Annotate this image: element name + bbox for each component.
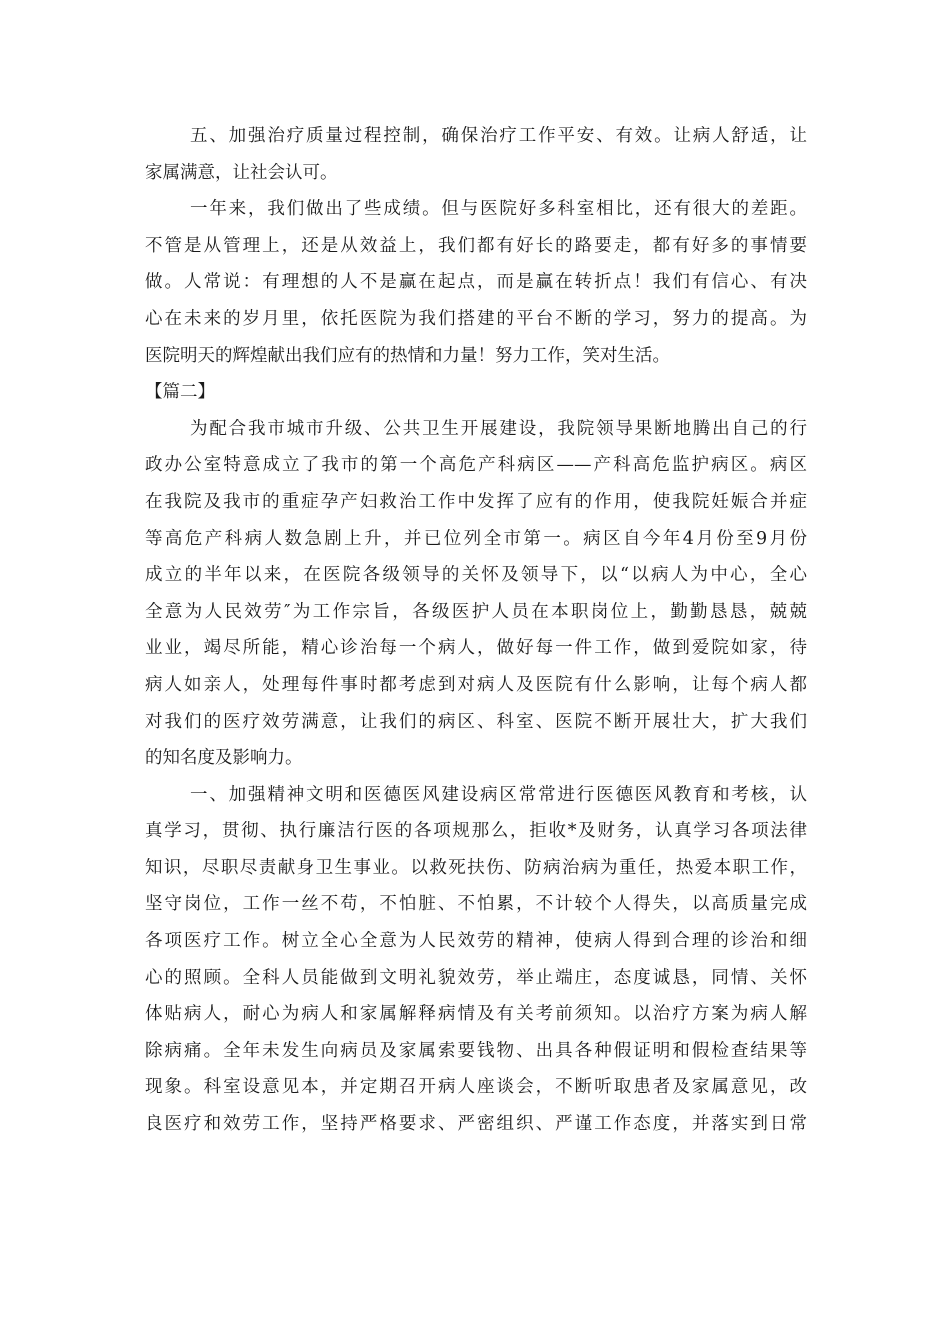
text-line-27: 现象。科室设意见本，并定期召开病人座谈会，不断听取患者及家属意见，改 xyxy=(145,1077,807,1098)
text-line-11: 在我院及我市的重症孕产妇救治工作中发挥了应有的作用，使我院妊娠合并症 xyxy=(145,491,807,512)
text-line-9: 为配合我市城市升级、公共卫生开展建设，我院领导果断地腾出自己的行 xyxy=(190,418,807,439)
text-line-1: 五、加强治疗质量过程控制，确保治疗工作平安、有效。让病人舒适，让 xyxy=(190,126,807,146)
text-line-25: 体贴病人，耐心为病人和家属解释病情及有关考前须知。以治疗方案为病人解 xyxy=(145,1004,807,1025)
document-body xyxy=(145,118,807,1143)
text-line-5: 做。人常说：有理想的人不是赢在起点，而是赢在转折点！我们有信心、有决 xyxy=(145,272,807,293)
section-heading: 【篇二】 xyxy=(145,382,215,403)
text-line-14: 全意为人民效劳″为工作宗旨，各级医护人员在本职岗位上，勤勤恳恳，兢兢 xyxy=(145,601,807,622)
text-line-23: 各项医疗工作。树立全心全意为人民效劳的精神，使病人得到合理的诊治和细 xyxy=(145,931,807,952)
text-line-18: 的知名度及影响力。 xyxy=(145,748,303,769)
text-line-3: 一年来，我们做出了些成绩。但与医院好多科室相比，还有很大的差距。 xyxy=(190,199,807,220)
text-line-10: 政办公室特意成立了我市的第一个高危产科病区——产科高危监护病区。病区 xyxy=(145,455,807,476)
text-line-6: 心在未来的岁月里，依托医院为我们搭建的平台不断的学习，努力的提高。为 xyxy=(145,308,807,329)
text-line-22: 坚守岗位，工作一丝不苟，不怕脏、不怕累，不计较个人得失，以高质量完成 xyxy=(145,894,807,915)
text-line-24: 心的照顾。全科人员能做到文明礼貌效劳，举止端庄，态度诚恳，同情、关怀 xyxy=(145,967,807,988)
text-line-15: 业业，竭尽所能，精心诊治每一个病人，做好每一件工作，做到爱院如家，待 xyxy=(145,638,807,659)
text-line-20: 真学习，贯彻、执行廉洁行医的各项规那么，拒收*及财务，认真学习各项法律 xyxy=(145,821,807,842)
text-line-13: 成立的半年以来，在医院各级领导的关怀及领导下，以“以病人为中心，全心 xyxy=(145,565,807,586)
text-line-2: 家属满意，让社会认可。 xyxy=(145,162,338,183)
text-line-7: 医院明天的辉煌献出我们应有的热情和力量！努力工作，笑对生活。 xyxy=(145,345,670,366)
text-line-21: 知识，尽职尽责献身卫生事业。以救死扶伤、防病治病为重任，热爱本职工作， xyxy=(145,857,807,878)
text-line-12: 等高危产科病人数急剧上升，并已位列全市第一。病区自今年4月份至9月份 xyxy=(145,528,807,549)
text-line-28: 良医疗和效劳工作，坚持严格要求、严密组织、严谨工作态度，并落实到日常 xyxy=(145,1114,807,1135)
text-line-19: 一、加强精神文明和医德医风建设病区常常进行医德医风教育和考核，认 xyxy=(190,784,807,805)
text-line-26: 除病痛。全年未发生向病员及家属索要钱物、出具各种假证明和假检查结果等 xyxy=(145,1040,807,1061)
text-line-16: 病人如亲人，处理每件事时都考虑到对病人及医院有什么影响，让每个病人都 xyxy=(145,674,807,695)
text-line-4: 不管是从管理上，还是从效益上，我们都有好长的路要走，都有好多的事情要 xyxy=(145,235,807,256)
text-line-17: 对我们的医疗效劳满意，让我们的病区、科室、医院不断开展壮大，扩大我们 xyxy=(145,711,807,732)
